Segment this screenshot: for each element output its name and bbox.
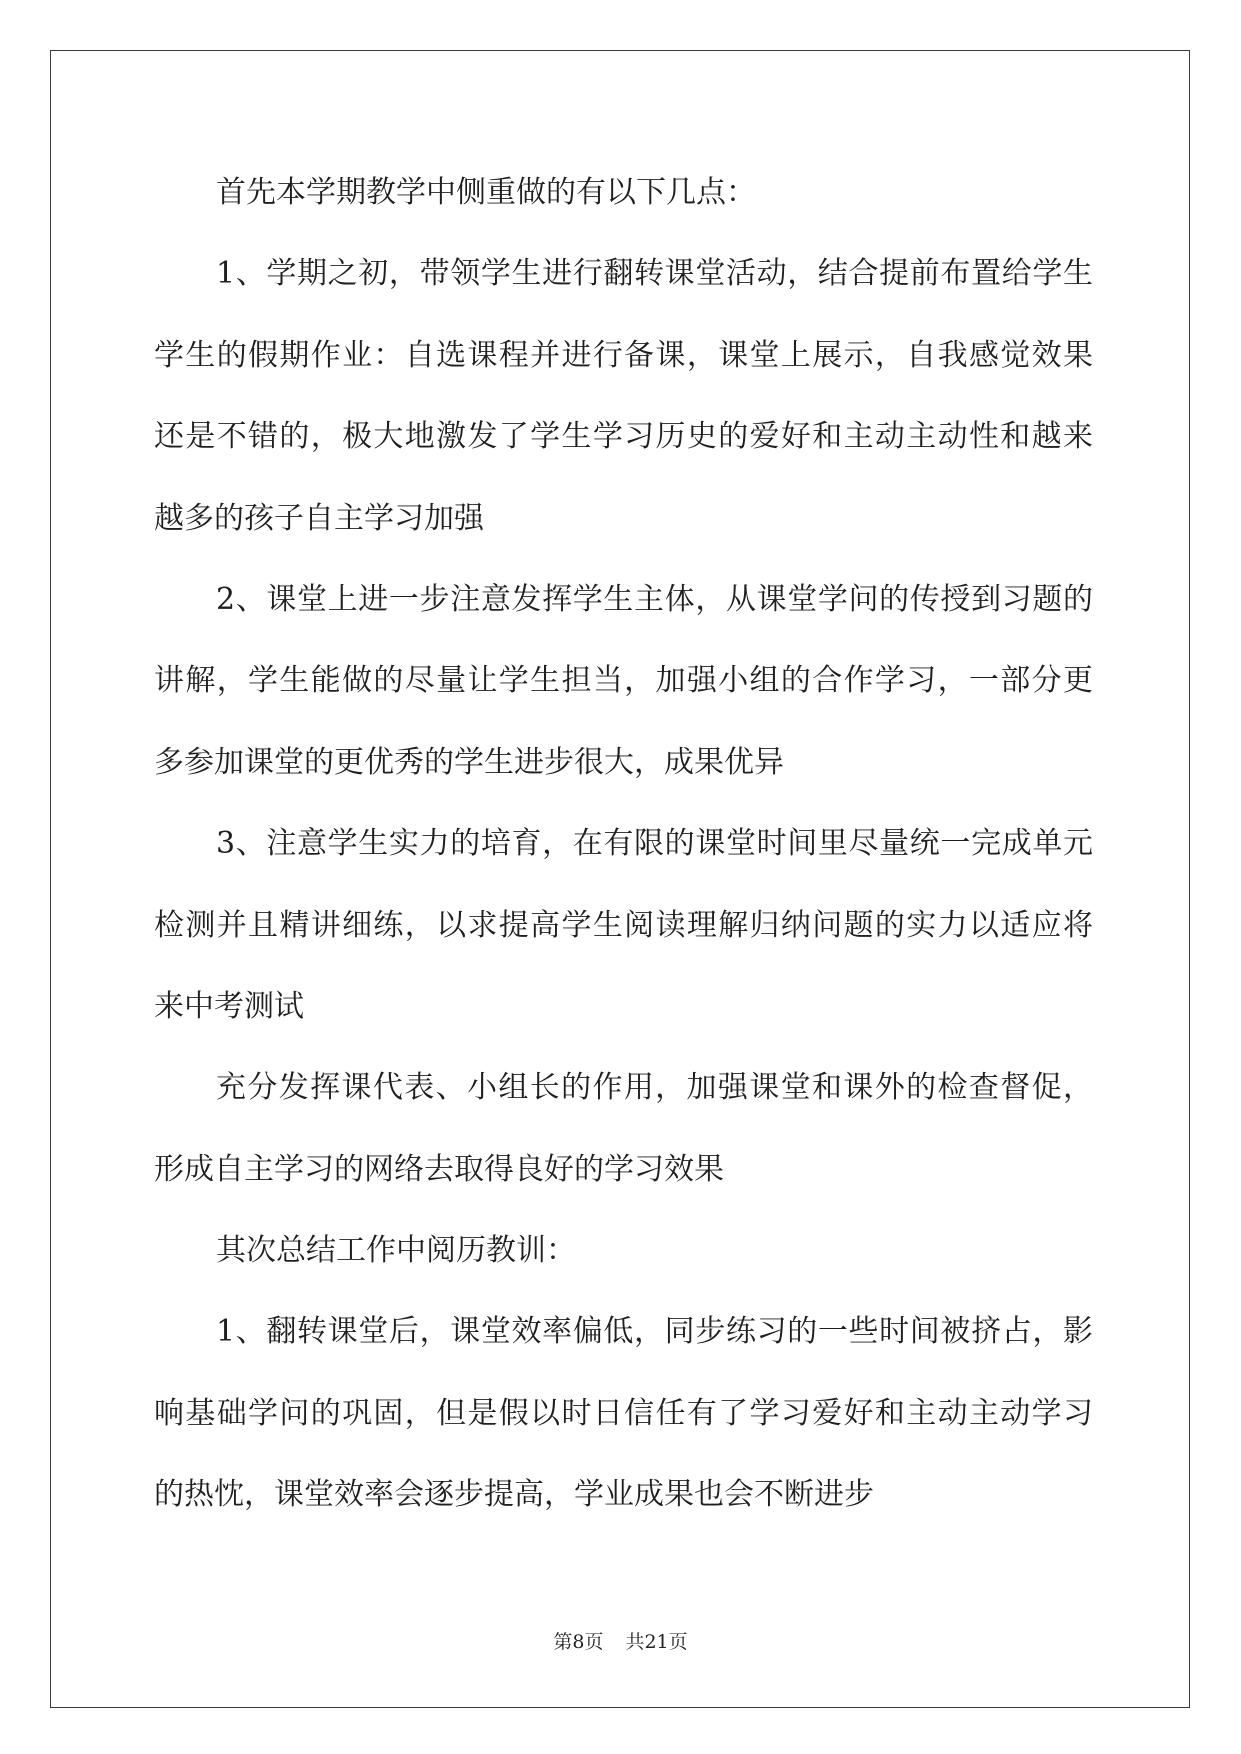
paragraph-line: 充分发挥课代表、小组长的作用，加强课堂和课外的检查督促， [216,1070,1093,1106]
paragraph [154,233,1093,559]
paragraph [154,1291,1093,1535]
document-body [154,152,1093,1536]
total-pages-label: 共21页 [625,1631,688,1653]
paragraph-line: 1、学期之初，带领学生进行翻转课堂活动，结合提前布置给学生 [216,256,1093,292]
paragraph-line: 讲解，学生能做的尽量让学生担当，加强小组的合作学习，一部分更 [154,663,1093,699]
page-footer [0,1626,1241,1658]
paragraph [154,1210,1093,1291]
paragraph-line: 越多的孩子自主学习加强 [154,500,484,536]
paragraph-line: 形成自主学习的网络去取得良好的学习效果 [154,1151,724,1187]
paragraph [154,803,1093,1047]
paragraph-line: 1、翻转课堂后，课堂效率偏低，同步练习的一些时间被挤占，影 [216,1314,1093,1350]
paragraph-line: 其次总结工作中阅历教训： [216,1233,576,1269]
paragraph-line: 的热忱，课堂效率会逐步提高，学业成果也会不断进步 [154,1477,874,1513]
paragraph-line: 检测并且精讲细练，以求提高学生阅读理解归纳问题的实力以适应将 [154,907,1093,943]
paragraph-line: 学生的假期作业：自选课程并进行备课，课堂上展示，自我感觉效果 [154,337,1093,373]
paragraph-line: 2、课堂上进一步注意发挥学生主体，从课堂学问的传授到习题的 [216,581,1093,617]
paragraph-line: 还是不错的，极大地激发了学生学习历史的爱好和主动主动性和越来 [154,419,1093,455]
paragraph-line: 来中考测试 [154,988,304,1024]
paragraph [154,1047,1093,1210]
paragraph [154,559,1093,803]
paragraph-line: 响基础学问的巩固，但是假以时日信任有了学习爱好和主动主动学习 [154,1395,1093,1431]
paragraph-line: 多参加课堂的更优秀的学生进步很大，成果优异 [154,744,784,780]
paragraph-line: 首先本学期教学中侧重做的有以下几点： [216,175,756,210]
paragraph-line: 3、注意学生实力的培育，在有限的课堂时间里尽量统一完成单元 [216,826,1093,862]
current-page-label: 第8页 [553,1631,604,1653]
paragraph [154,152,1093,233]
